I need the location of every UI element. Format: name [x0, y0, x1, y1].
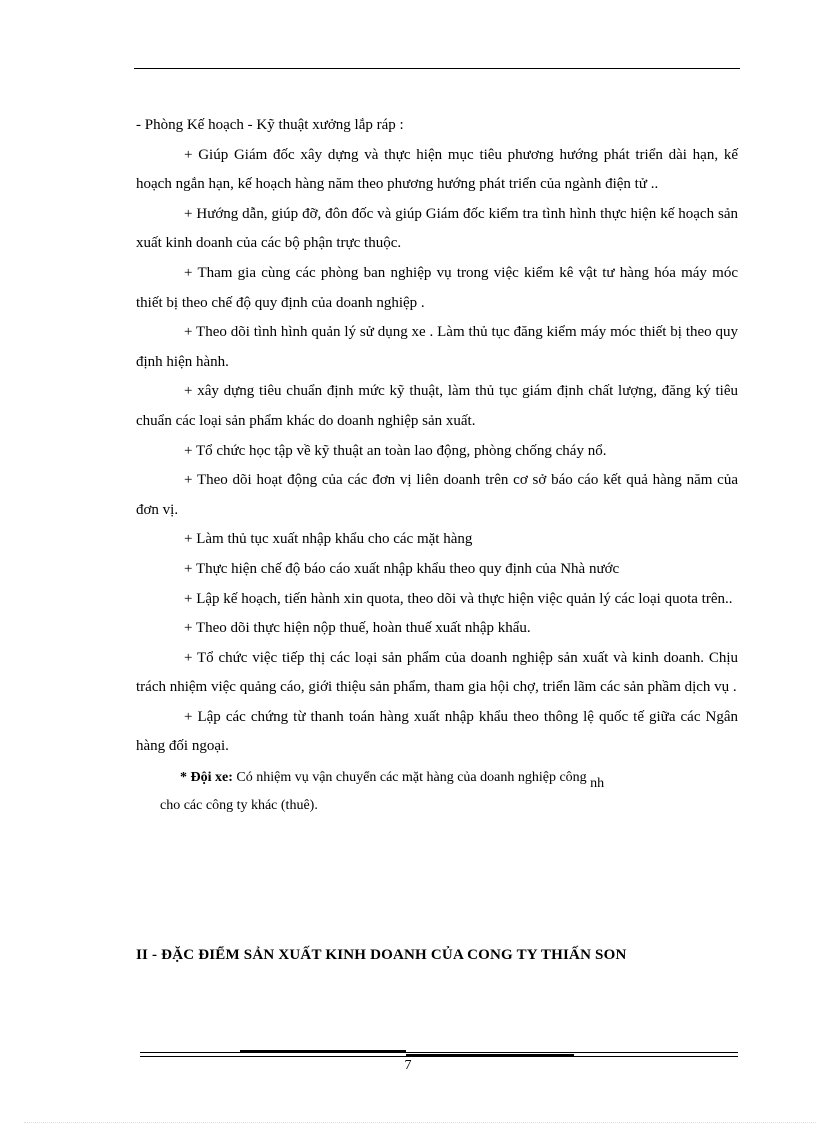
doi-xe-label: * Đội xe:	[180, 770, 233, 786]
paragraph-4: + Theo dõi tình hình quản lý sử dụng xe . Làm thủ tục đăng kiểm máy móc thiết bị theo quy định hiện hành.	[136, 324, 738, 370]
body-content	[136, 111, 738, 820]
doi-xe-suffix: nh	[590, 776, 605, 792]
paragraph-3: + Tham gia cùng các phòng ban nghiệp vụ trong việc kiểm kê vật tư hàng hóa máy móc thiết bị theo chế độ quy định của doanh nghiệp .	[136, 264, 738, 311]
paragraph-13: + Lập các chứng từ thanh toán hàng xuất nhập khẩu theo thông lệ quốc tế giữa các Ngân hàng đối ngoại.	[136, 708, 738, 755]
paragraph-8: + Làm thủ tục xuất nhập khẩu cho các mặt hàng	[184, 531, 473, 548]
paragraph-12: + Tổ chức việc tiếp thị các loại sản phẩm của doanh nghiệp sản xuất và kinh doanh. Chịu trách nhiệm việc quảng cáo, giới thiệu sản phẩm, tham gia hội chợ, triển lãm các sản phầm dịch vụ .	[136, 649, 738, 696]
intro-line: - Phòng Kế hoạch - Kỹ thuật xưởng lắp ráp :	[136, 117, 404, 133]
doi-xe-line-2: cho các công ty khác (thuê).	[160, 798, 318, 814]
paragraph-1: + Giúp Giám đốc xây dựng và thực hiện mục tiêu phương hướng phát triển dài hạn, kế hoạch ngắn hạn, kế hoạch hàng năm theo phương hướng phát triển của ngành điện tử ..	[136, 146, 738, 193]
paragraph-9: + Thực hiện chế độ báo cáo xuất nhập khẩu theo quy định của Nhà nước	[184, 560, 620, 577]
paragraph-10: + Lập kế hoạch, tiến hành xin quota, theo dõi và thực hiện việc quản lý các loại quota trên..	[184, 590, 733, 607]
header-rule	[134, 68, 740, 69]
paragraph-5: + xây dựng tiêu chuẩn định mức kỹ thuật, làm thủ tục giám định chất lượng, đăng ký tiêu chuẩn các loại sản phẩm khác do doanh nghiệp sản xuất.	[136, 383, 738, 429]
paragraph-11: + Theo dõi thực hiện nộp thuế, hoàn thuế xuất nhập khẩu.	[184, 620, 531, 637]
page-number: 7	[404, 1058, 412, 1073]
paragraph-7: + Theo dõi hoạt động của các đơn vị liên doanh trên cơ sở báo cáo kết quả hàng năm của đơn vị.	[136, 472, 738, 518]
paragraph-6: + Tổ chức học tập về kỹ thuật an toàn lao động, phòng chống cháy nổ.	[184, 442, 607, 459]
footer-rule-bottom	[140, 1056, 738, 1057]
paragraph-2: + Hướng dẫn, giúp đỡ, đôn đốc và giúp Giám đốc kiểm tra tình hình thực hiện kế hoạch sản xuất kinh doanh của các bộ phận trực thuộc.	[136, 205, 738, 252]
section-heading: II - ĐẶC ĐIỂM SẢN XUẤT KINH DOANH CỦA CONG TY THIẤN SON	[136, 947, 627, 963]
doi-xe-line	[180, 764, 738, 792]
doi-xe-text: Có nhiệm vụ vận chuyển các mặt hàng của doanh nghiệp công	[232, 770, 587, 786]
footer-rule-top	[140, 1052, 738, 1053]
